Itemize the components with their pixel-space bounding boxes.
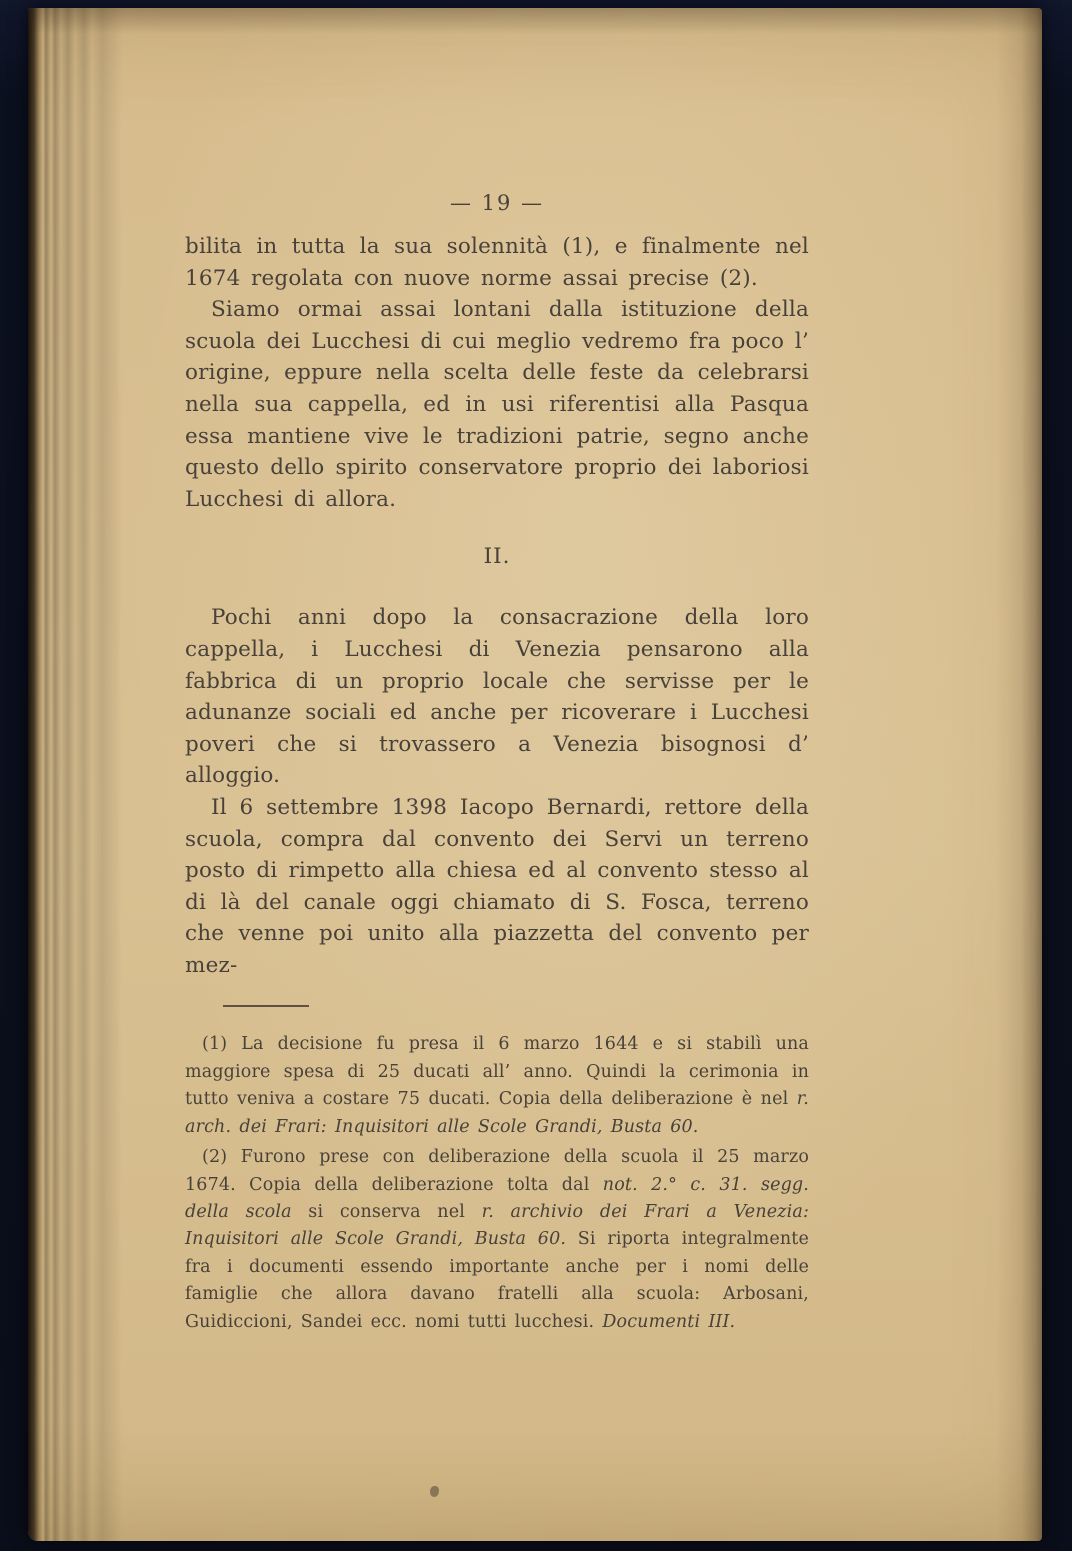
binding-edge xyxy=(28,8,122,1541)
paragraph: Il 6 settembre 1398 Iacopo Bernardi, rettore della scuola, compra dal convento dei Servi un terreno posto di rimpetto alla chiesa ed al convento stesso al di là del canale oggi chiamato di S. Fosca, terreno che venne poi unito alla piazzetta del convento per mez- xyxy=(185,794,809,978)
footnote-2: (2) Furono prese con deliberazione della scuola il 25 marzo 1674. Copia della deliberazione tolta dal not. 2.° c. 31. segg. della scola si conserva nel r. archivio dei Frari a Venezia: Inquisitori alle Scole Grandi, Busta 60. Si riporta integralmente fra i documenti essendo importante anche per i nomi delle famiglie che allora davano fratelli alla scuola: Arbosani, Guidiccioni, Sandei ecc. nomi tutti lucchesi. Documenti III. xyxy=(185,1147,809,1332)
paragraph: Pochi anni dopo la consacrazione della loro cappella, i Lucchesi di Venezia pensarono alla fabbrica di un proprio locale che servisse per le adunanze sociali ed anche per ricoverare i Lucchesi poveri che si trovassero a Venezia bisognosi d’ alloggio. xyxy=(185,605,809,789)
page-content xyxy=(185,8,809,1339)
footnote-1: (1) La decisione fu presa il 6 marzo 1644 e si stabilì una maggiore spesa di 25 ducati all’ anno. Quindi la cerimonia in tutto veniva a costare 75 ducati. Copia della deliberazione è nel r. arch. dei Frari: Inquisitori alle Scole Grandi, Busta 60. xyxy=(185,1034,809,1137)
paragraph-continuation: bilita in tutta la sua solennità (1), e finalmente nel 1674 regolata con nuove norme assai precise (2). xyxy=(185,234,809,291)
page-edge-shadow xyxy=(996,8,1042,1541)
ink-smudge xyxy=(430,1486,439,1497)
book-page xyxy=(28,8,1042,1541)
page-number: — 19 — xyxy=(449,191,545,215)
footnote-separator xyxy=(223,1005,309,1007)
section-heading: II. xyxy=(483,544,511,570)
paragraph: Siamo ormai assai lontani dalla istituzione della scuola dei Lucchesi di cui meglio vedremo fra poco l’ origine, eppure nella scelta delle feste da celebrarsi nella sua cappella, ed in usi riferentisi alla Pasqua essa mantiene vive le tradizioni patrie, segno anche questo dello spirito conservatore proprio dei laboriosi Lucchesi di allora. xyxy=(185,297,809,512)
